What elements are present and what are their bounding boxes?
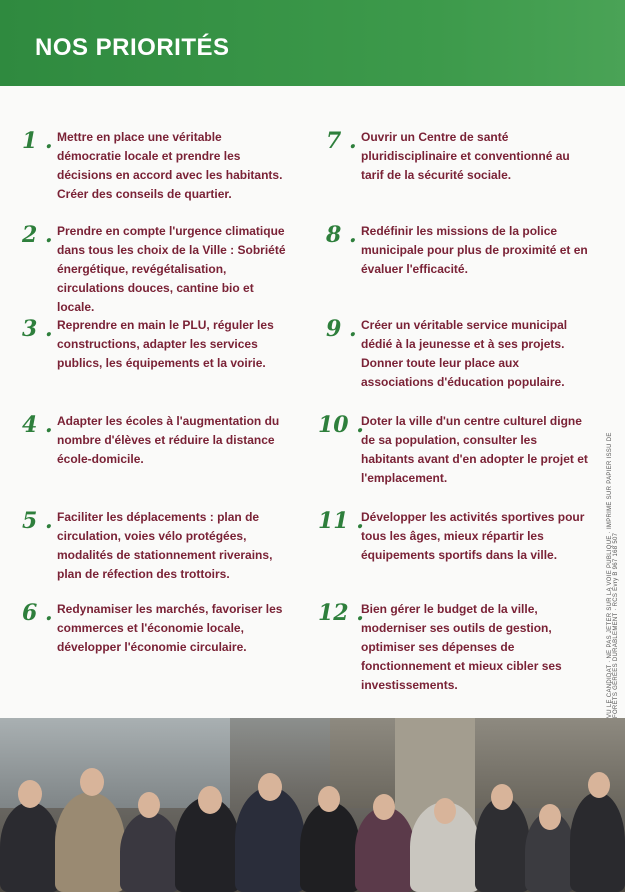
- priority-number: 5 .: [22, 508, 53, 534]
- priority-text: Prendre en compte l'urgence climatique dans tous les choix de la Ville : Sobriété énergétique, revégétalisation, circulations douces, cantine bio et locale.: [57, 224, 286, 314]
- legal-side-note: VU LE CANDIDAT · NE PAS JETER SUR LA VOIE PUBLIQUE · IMPRIMÉ SUR PAPIER ISSU DE FORÊTS GÉRÉES DURABLEMENT · RCS Évry B 967 168 507: [607, 432, 619, 718]
- priority-text: Redéfinir les missions de la police municipale pour plus de proximité et en évaluer l'efficacité.: [361, 224, 588, 276]
- priority-number: 12 .: [318, 600, 364, 626]
- priority-text: Redynamiser les marchés, favoriser les commerces et l'économie locale, développer l'économie circulaire.: [57, 602, 283, 654]
- priority-text: Mettre en place une véritable démocratie locale et prendre les décisions en accord avec les habitants. Créer des conseils de quartier.: [57, 130, 283, 201]
- photo-person: [570, 792, 625, 892]
- priority-number: 8 .: [326, 222, 357, 248]
- priority-text: Ouvrir un Centre de santé pluridisciplinaire et conventionné au tarif de la sécurité sociale.: [361, 130, 570, 182]
- photo-person-head: [588, 772, 610, 798]
- priority-text: Développer les activités sportives pour tous les âges, mieux répartir les équipements sportifs dans la ville.: [361, 510, 585, 562]
- priority-number: 1 .: [22, 128, 53, 154]
- photo-person-head: [491, 784, 513, 810]
- photo-person: [0, 802, 60, 892]
- priority-text: Bien gérer le budget de la ville, moderniser ses outils de gestion, optimiser ses dépenses de fonctionnement et mieux cibler ses investissements.: [361, 602, 562, 692]
- photo-person: [235, 787, 305, 892]
- priority-text: Faciliter les déplacements : plan de circulation, voies vélo protégées, modalités de stationnement riverains, plan de réfection des trottoirs.: [57, 510, 273, 581]
- priority-number: 4 .: [22, 412, 53, 438]
- photo-person-head: [318, 786, 340, 812]
- page-title: NOS PRIORITÉS: [35, 34, 230, 61]
- priority-text: Créer un véritable service municipal dédié à la jeunesse et à ses projets. Donner toute leur place aux associations d'éducation populaire.: [361, 318, 568, 389]
- priority-number: 10 .: [318, 412, 364, 438]
- header-banner: [0, 0, 625, 86]
- photo-person-head: [138, 792, 160, 818]
- priority-text: Reprendre en main le PLU, réguler les constructions, adapter les services publics, les équipements et la voirie.: [57, 318, 274, 370]
- background-ghost-decoration: [430, 46, 445, 97]
- group-photo: [0, 718, 625, 892]
- photo-person-head: [198, 786, 222, 814]
- photo-person-head: [258, 773, 282, 801]
- priority-number: 6 .: [22, 600, 53, 626]
- photo-person-head: [18, 780, 42, 808]
- photo-person-head: [80, 768, 104, 796]
- photo-person-head: [539, 804, 561, 830]
- priority-text: Adapter les écoles à l'augmentation du nombre d'élèves et réduire la distance école-domicile.: [57, 414, 280, 466]
- priorities-section: [0, 86, 625, 718]
- photo-person-head: [373, 794, 395, 820]
- photo-person: [55, 792, 125, 892]
- priority-number: 9 .: [326, 316, 357, 342]
- photo-person: [300, 802, 360, 892]
- photo-building-right: [330, 718, 625, 808]
- priority-number: 3 .: [22, 316, 53, 342]
- priority-text: Doter la ville d'un centre culturel digne de sa population, consulter les habitants avant d'en adopter le projet et l'emplacement.: [361, 414, 588, 485]
- photo-person: [120, 812, 180, 892]
- photo-person: [475, 797, 530, 892]
- priority-number: 7 .: [326, 128, 357, 154]
- priority-number: 11 .: [318, 508, 364, 534]
- photo-person-head: [434, 798, 456, 824]
- priority-number: 2 .: [22, 222, 53, 248]
